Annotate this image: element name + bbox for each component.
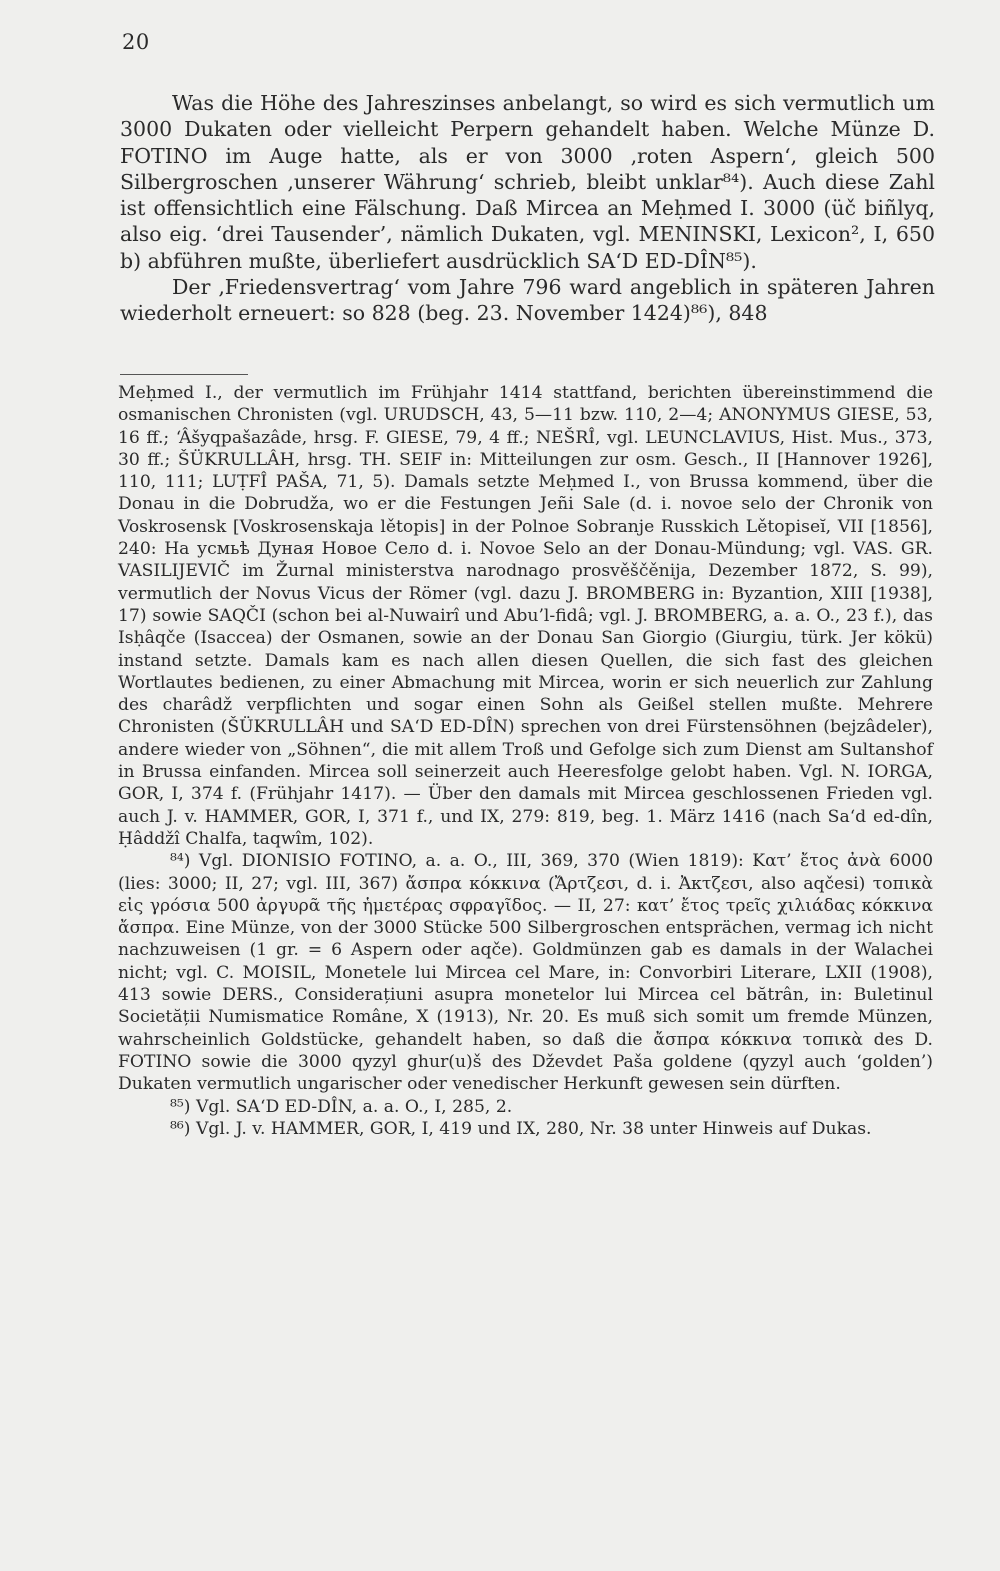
page-number: 20 xyxy=(122,30,150,54)
main-paragraph-2: Der ‚Friedensvertrag‘ vom Jahre 796 ward angeblich in späteren Jahren wiederholt erneuert: so 828 (beg. 23. November 1424)⁸⁶), 848 xyxy=(120,275,935,326)
footnote-86: ⁸⁶) Vgl. J. v. HAMMER, GOR, I, 419 und IX, 280, Nr. 38 unter Hinweis auf Dukas. xyxy=(170,1118,872,1139)
footnotes xyxy=(118,382,933,1140)
footnote-84: ⁸⁴) Vgl. DIONISIO FOTINO, a. a. O., III, 369, 370 (Wien 1819): Κατ’ ἔτος ἀνὰ 6000 (lies: 3000; II, 27; vgl. III, 367) ἄσπρα κόκκινα (Ἄρτζεσι, d. i. Ἀκτζεσι, also aqčesi) τοπικὰ εἰς γρόσια 500 ἀργυρᾶ τῆς ἡμετέρας σφραγῖδος. — II, 27: κατ’ ἔτος τρεῖς χιλιάδας κόκκινα ἄσπρα. Eine Münze, von der 3000 Stücke 500 Silbergroschen entsprächen, vermag ich nicht nachzuweisen (1 gr. = 6 Aspern oder aqče). Goldmünzen gab es damals in der Walachei nicht; vgl. C. MOISIL, Monetele lui Mircea cel Mare, in: Convorbiri Literare, LXII (1908), 413 sowie DERS., Considerațiuni asupra monetelor lui Mircea cel bătrân, in: Buletinul Societății Numismatice Române, X (1913), Nr. 20. Es muß sich somit um fremde Münzen, wahrscheinlich Goldstücke, gehandelt haben, so daß die ἄσπρα κόκκινα τοπικὰ des D. FOTINO sowie die 3000 qyzyl ghur(u)š des Dževdet Paša goldene (qyzyl auch ‘golden’) Dukaten vermutlich ungarischer oder venedischer Herkunft gewesen sein dürften. xyxy=(118,851,933,1095)
footnote-85: ⁸⁵) Vgl. SA‘D ED-DÎN, a. a. O., I, 285, 2. xyxy=(170,1096,513,1117)
main-paragraph-1: Was die Höhe des Jahreszinses anbelangt, so wird es sich vermutlich um 3000 Dukaten oder vielleicht Perpern gehandelt haben. Welche Münze D. FOTINO im Auge hatte, als er von 3000 ‚roten Aspern‘, gleich 500 Silbergroschen ‚unserer Währung‘ schrieb, bleibt unklar⁸⁴). Auch diese Zahl ist offensichtlich eine Fälschung. Daß Mircea an Meḥmed I. 3000 (üč biñlyq, also eig. ‘drei Tausender’, nämlich Dukaten, vgl. MENINSKI, Lexicon², I, 650 b) abführen mußte, überliefert ausdrücklich SA‘D ED-DÎN⁸⁵). xyxy=(120,91,935,273)
footnote-continuation: Meḥmed I., der vermutlich im Frühjahr 1414 stattfand, berichten übereinstimmend die osmanischen Chronisten (vgl. URUDSCH, 43, 5—11 bzw. 110, 2—4; ANONYMUS GIESE, 53, 16 ff.; ‘Âšyqpašazâde, hrsg. F. GIESE, 79, 4 ff.; NEŠRÎ, vgl. LEUNCLAVIUS, Hist. Mus., 373, 30 ff.; ŠÜKRULLÂH, hrsg. TH. SEIF in: Mitteilungen zur osm. Gesch., II [Hannover 1926], 110, 111; LUṬFÎ PAŠA, 71, 5). Damals setzte Meḥmed I., von Brussa kommend, über die Donau in die Dobrudža, wo er die Festungen Jeñi Sale (d. i. novoe selo der Chronik von Voskrosensk [Voskrosenskaja lětopis] in der Polnoe Sobranje Russkich Lětopiseĭ, VII [1856], 240: На усмьѣ Дуная Новое Село d. i. Novoe Selo an der Donau-Mündung; vgl. VAS. GR. VASILIJEVIČ im Žurnal ministerstva narodnago prosvěščěnija, Dezember 1872, S. 99), vermutlich der Novus Vicus der Römer (vgl. dazu J. BROMBERG in: Byzantion, XIII [1938], 17) sowie SAQČI (schon bei al-Nuwairî und Abu’l-fidâ; vgl. J. BROMBERG, a. a. O., 23 f.), das Isḥâqče (Isaccea) der Osmanen, sowie an der Donau San Giorgio (Giurgiu, türk. Jer kökü) instand setzte. Damals kam es nach allen diesen Quellen, die sich fast des gleichen Wortlautes bedienen, zu einer Abmachung mit Mircea, worin er sich neuerlich zur Zahlung des charâdž verpflichten und sogar einen Sohn als Geißel stellen mußte. Mehrere Chronisten (ŠÜKRULLÂH und SA‘D ED-DÎN) sprechen von drei Fürstensöhnen (bejzâdeler), andere wieder von „Söhnen“, die mit allem Troß und Gefolge sich zum Dienst am Sultanshof in Brussa einfanden. Mircea soll seinerzeit auch Heeresfolge gelobt haben. Vgl. N. IORGA, GOR, I, 374 f. (Frühjahr 1417). — Über den damals mit Mircea geschlossenen Frieden vgl. auch J. v. HAMMER, GOR, I, 371 f., und IX, 279: 819, beg. 1. März 1416 (nach Sa‘d ed-dîn, Ḥâddžî Chalfa, taqwîm, 102). xyxy=(118,383,933,849)
main-text xyxy=(120,90,935,327)
footnote-separator xyxy=(120,374,248,375)
